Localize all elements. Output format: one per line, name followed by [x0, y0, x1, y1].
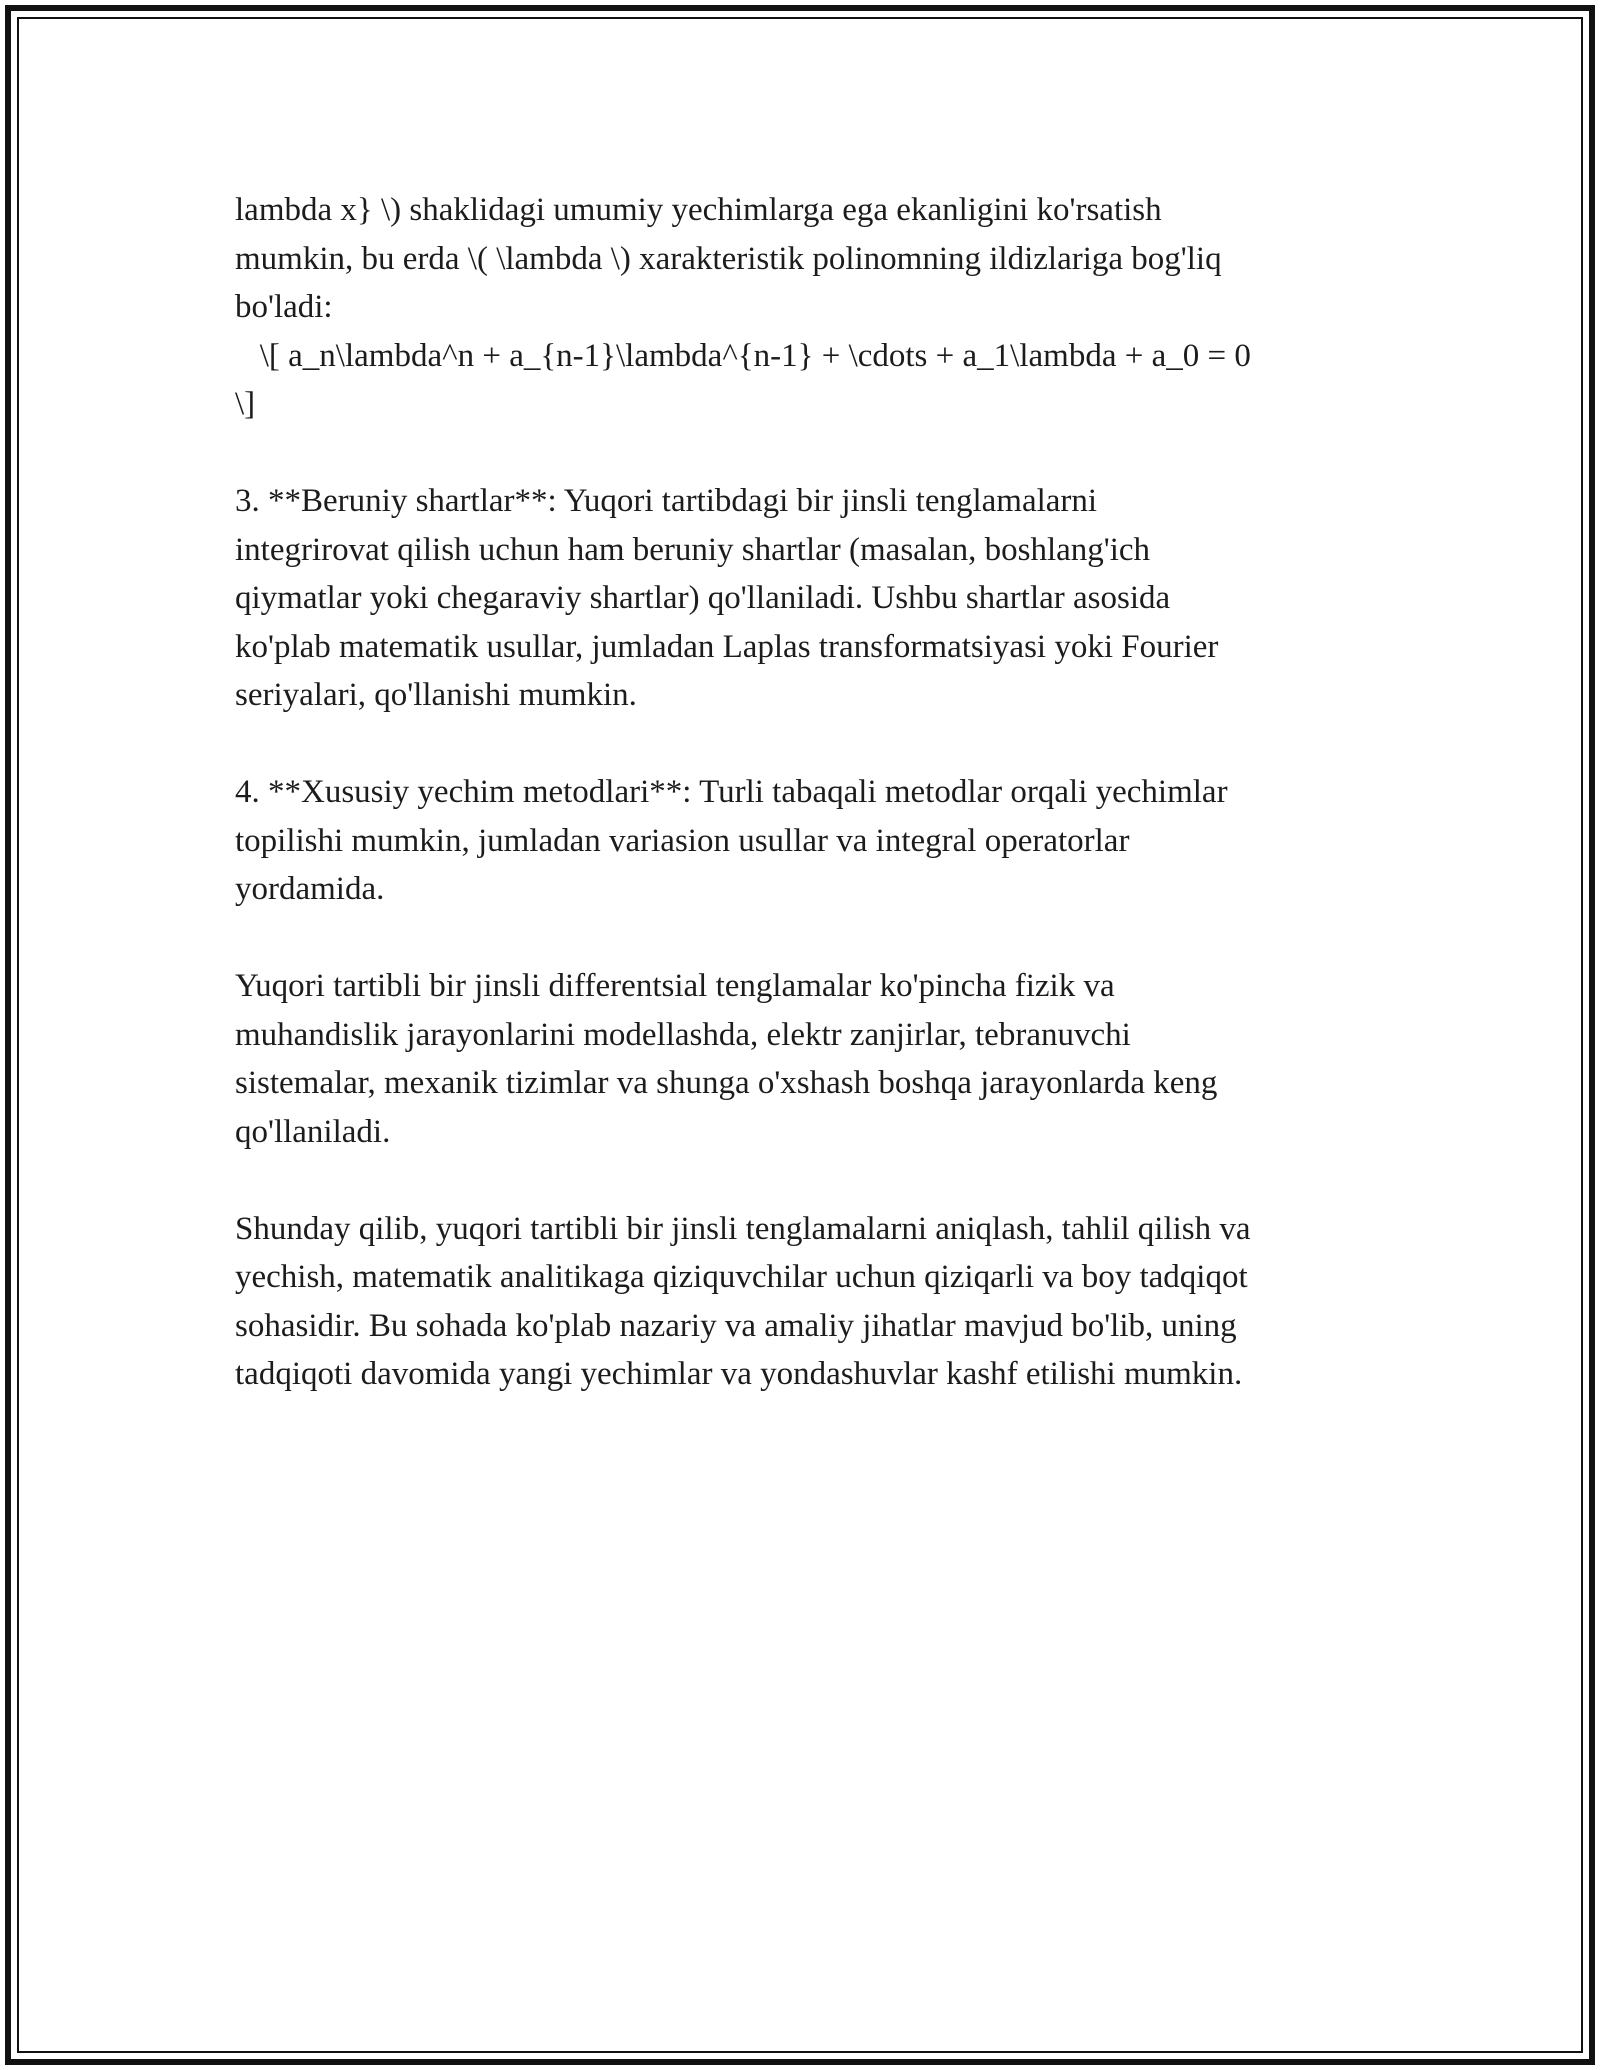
paragraph-line: tadqiqoti davomida yangi yechimlar va yondashuvlar kashf etilishi mumkin.	[235, 1356, 1243, 1392]
paragraph-line: Shunday qilib, yuqori tartibli bir jinsli tenglamalarni aniqlash, tahlil qilish va	[235, 1210, 1251, 1247]
paragraph-gap	[235, 429, 1375, 478]
paragraph-line: Yuqori tartibli bir jinsli differentsial tenglamalar ko'pincha fizik va	[235, 968, 1115, 1004]
list-item-line: yordamida.	[235, 871, 385, 907]
text-line: mumkin, bu erda \( \lambda \) xarakteristik polinomning ildizlariga bog'liq	[235, 240, 1222, 277]
paragraph-line: yechish, matematik analitikaga qiziquvchilar uchun qiziqarli va boy tadqiqot	[235, 1259, 1248, 1295]
list-item-line: topilishi mumkin, jumladan variasion usullar va integral operatorlar	[235, 822, 1130, 859]
equation-line: \[ a_n\lambda^n + a_{n-1}\lambda^{n-1} + \cdots + a_1\lambda + a_0 = 0	[235, 337, 1251, 374]
text-line: bo'ladi:	[235, 289, 333, 325]
paragraph-line: qo'llaniladi.	[235, 1113, 391, 1150]
list-item-line: integrirovat qilish uchun ham beruniy shartlar (masalan, boshlang'ich	[235, 531, 1151, 568]
list-item-line: qiymatlar yoki chegaraviy shartlar) qo'llaniladi. Ushbu shartlar asosida	[235, 580, 1171, 616]
paragraph-gap	[235, 914, 1375, 963]
list-item-line: seriyalari, qo'llanishi mumkin.	[235, 677, 637, 713]
document-text-body	[235, 186, 1375, 1399]
equation-line: \]	[235, 386, 256, 422]
list-item-line: 3. **Beruniy shartlar**: Yuqori tartibdagi bir jinsli tenglamalarni	[235, 483, 1098, 519]
list-item-line: 4. **Xususiy yechim metodlari**: Turli tabaqali metodlar orqali yechimlar	[235, 774, 1228, 810]
paragraph-gap	[235, 1156, 1375, 1205]
paragraph-gap	[235, 720, 1375, 769]
paragraph-line: muhandislik jarayonlarini modellashda, elektr zanjirlar, tebranuvchi	[235, 1016, 1131, 1053]
list-item-line: ko'plab matematik usullar, jumladan Laplas transformatsiyasi yoki Fourier	[235, 628, 1219, 665]
text-line: lambda x} \) shaklidagi umumiy yechimlarga ega ekanligini ko'rsatish	[235, 192, 1162, 228]
paragraph-line: sohasidir. Bu sohada ko'plab nazariy va amaliy jihatlar mavjud bo'lib, uning	[235, 1307, 1237, 1344]
paragraph-line: sistemalar, mexanik tizimlar va shunga o'xshash boshqa jarayonlarda keng	[235, 1065, 1218, 1101]
